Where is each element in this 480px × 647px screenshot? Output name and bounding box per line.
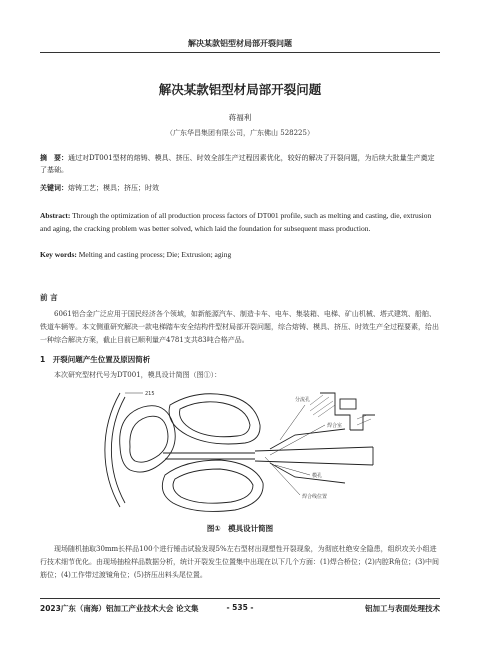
running-head: 解决某款铝型材局部开裂问题 [188,39,292,48]
header-rule [40,52,440,53]
abstract-en [40,209,440,235]
footer-rule [40,598,440,599]
abstract-cn [40,152,440,176]
keywords-cn-label: 关键词： [40,184,68,192]
figure-label-d: 焊合线位置 [302,494,328,500]
figure-label-c: 模孔 [312,473,323,479]
affiliation: （广东华昌集团有限公司，广东佛山 528225） [166,129,314,137]
figure-label-b: 焊合室 [327,423,343,429]
section-heading-1: 1 开裂问题产生位置及原因简析 [40,355,151,364]
die-design-figure [95,385,385,520]
keywords-en [40,248,440,261]
section-heading-preface: 前 言 [40,293,58,302]
keywords-cn [40,182,440,194]
figure-dim-label: 215 [145,391,155,397]
page-number: - 535 - [226,603,254,612]
keywords-cn-text: 熔铸工艺；模具；挤压；时效 [68,184,159,192]
footer-left: 2023广东（南海）铝加工产业技术大会 论文集 [40,604,199,613]
figure-label-a: 分流孔 [295,397,311,403]
figure-caption: 图① 模具设计简图 [206,524,274,533]
author: 蒋福利 [228,113,252,122]
paper-title: 解决某款铝型材局部开裂问题 [158,82,322,97]
keywords-en-label: Key words: [40,250,77,259]
abstract-cn-label: 摘 要： [40,154,68,162]
paragraph-2: 现场随机抽取30mm长样品100个进行锤击试验发现5%左右型材出现塑性开裂现象，为彻底杜绝安全隐患，组织攻关小组进行技术细节优化。由现场抽检样品数据分析，统计开裂发生位置集中出现在以下几个方面：(1)焊合桥位；(2)内腔R角位；(3)中间筋位；(4)工作带过渡镜角位；(5)挤压出料头尾位置。 [40,545,440,579]
paragraph-preface: 6061铝合金广泛应用于国民经济各个领域，如新能源汽车、制造卡车、电车、集装箱、电梯、矿山机械、塔式建筑、船舶、铁道车辆等。本文侧重研究解决一款电梯踏车安全结构件型材局部开裂问题，综合熔铸、模具、挤压、时效生产全过程要素，给出一种综合解决方案，截止目前已顺利量产4781支共83吨合格产品。 [40,310,439,344]
abstract-en-text: Through the optimization of all production process factors of DT001 profile, such as melting and casting, die, extrusion and aging, the cracking problem was better solved, which laid the foundation for subsequent mass production. [40,211,432,233]
abstract-en-label: Abstract: [40,211,71,220]
abstract-cn-text: 通过对DT001型材的熔铸、模具、挤压、时效全部生产过程因素优化，较好的解决了开裂问题，为后续大批量生产奠定了基础。 [40,154,435,174]
footer-right: 铝加工与表面处理技术 [365,604,440,613]
paragraph-1: 本次研究型材代号为DT001，模具设计简图（图①）： [54,371,222,379]
keywords-en-text: Melting and casting process; Die; Extrusion; aging [76,250,232,259]
